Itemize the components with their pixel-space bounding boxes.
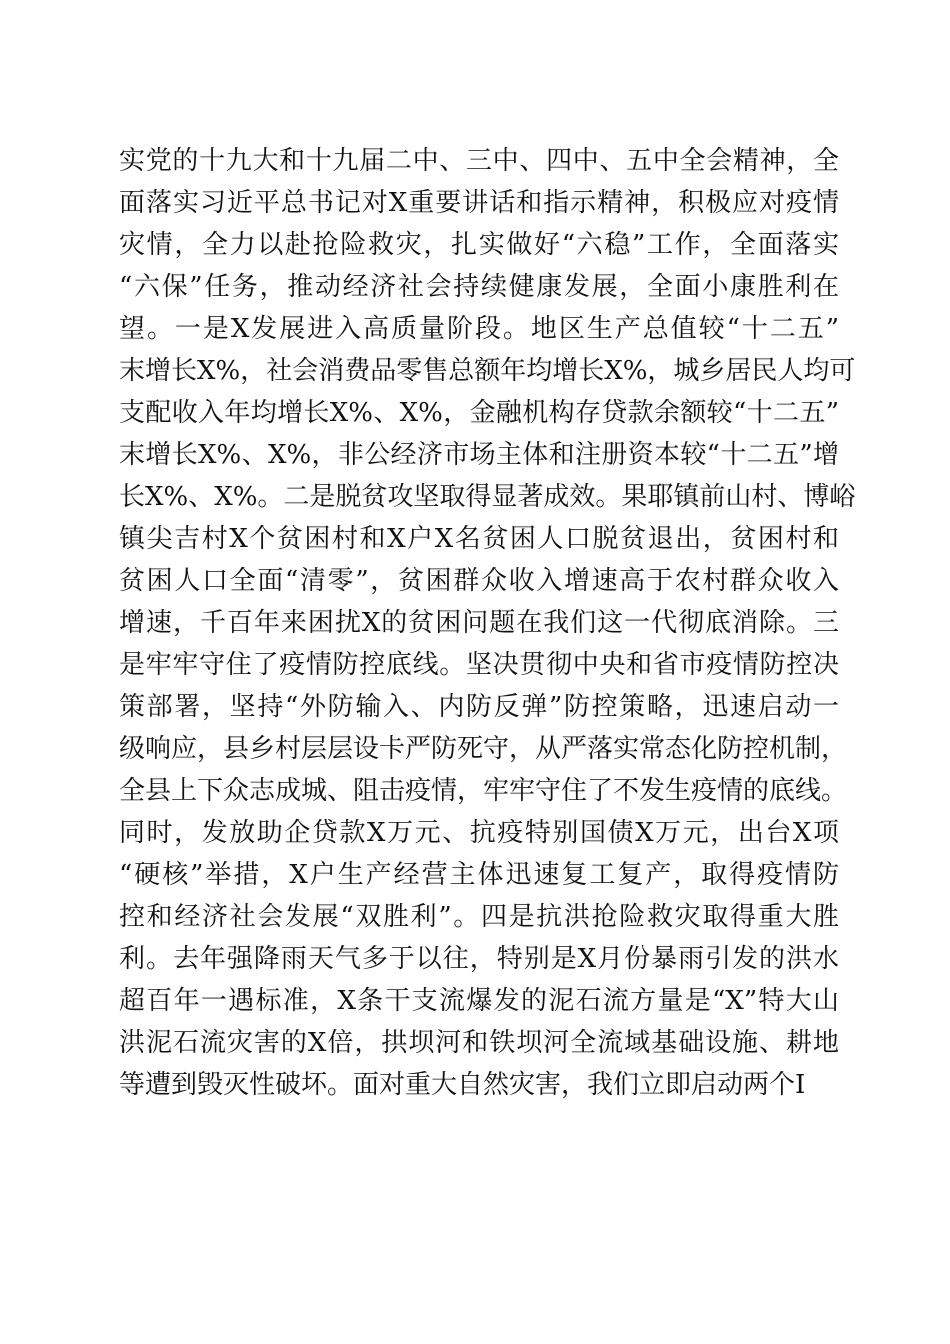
text-line: 支配收入年均增长X%、X%，金融机构存贷款余额较“十二五” — [119, 398, 839, 428]
text-line: 同时，发放助企贷款X万元、抗疫特别国债X万元，出台X项 — [119, 818, 839, 848]
body-paragraph — [119, 140, 856, 1106]
text-line: 末增长X%，社会消费品零售总额年均增长X%，城乡居民人均可 — [119, 356, 856, 386]
text-line: 镇尖吉村X个贫困村和X户X名贫困人口脱贫退出，贫困村和 — [119, 524, 839, 554]
text-line: 灾情，全力以赴抢险救灾，扎实做好“六稳”工作，全面落实 — [119, 230, 839, 260]
text-line: 洪泥石流灾害的X倍，拱坝河和铁坝河全流域基础设施、耕地 — [119, 1028, 839, 1058]
text-line: 控和经济社会发展“双胜利”。四是抗洪抢险救灾取得重大胜 — [119, 902, 839, 932]
text-line: 等遭到毁灭性破坏。面对重大自然灾害，我们立即启动两个Ⅰ — [119, 1070, 806, 1100]
text-line: 实党的十九大和十九届二中、三中、四中、五中全会精神，全 — [119, 146, 839, 176]
text-line: “六保”任务，推动经济社会持续健康发展，全面小康胜利在 — [119, 272, 839, 302]
text-line: 策部署，坚持“外防输入、内防反弹”防控策略，迅速启动一 — [119, 692, 839, 722]
text-line: 增速，千百年来困扰X的贫困问题在我们这一代彻底消除。三 — [119, 608, 839, 638]
text-line: 超百年一遇标准，X条干支流爆发的泥石流方量是“X”特大山 — [119, 986, 839, 1016]
text-line: 长X%、X%。二是脱贫攻坚取得显著成效。果耶镇前山村、博峪 — [119, 482, 856, 512]
text-line: 面落实习近平总书记对X重要讲话和指示精神，积极应对疫情 — [119, 188, 839, 218]
text-line: 望。一是X发展进入高质量阶段。地区生产总值较“十二五” — [119, 314, 839, 344]
text-line: 是牢牢守住了疫情防控底线。坚决贯彻中央和省市疫情防控决 — [119, 650, 839, 680]
text-line: 贫困人口全面“清零”，贫困群众收入增速高于农村群众收入 — [119, 566, 839, 596]
text-line: 利。去年强降雨天气多于以往，特别是X月份暴雨引发的洪水 — [119, 944, 839, 974]
text-line: 末增长X%、X%，非公经济市场主体和注册资本较“十二五”增 — [119, 440, 839, 470]
text-line: 级响应，县乡村层层设卡严防死守，从严落实常态化防控机制， — [119, 734, 848, 764]
text-line: “硬核”举措，X户生产经营主体迅速复工复产，取得疫情防 — [119, 860, 839, 890]
text-line: 全县上下众志成城、阻击疫情，牢牢守住了不发生疫情的底线。 — [119, 776, 848, 806]
